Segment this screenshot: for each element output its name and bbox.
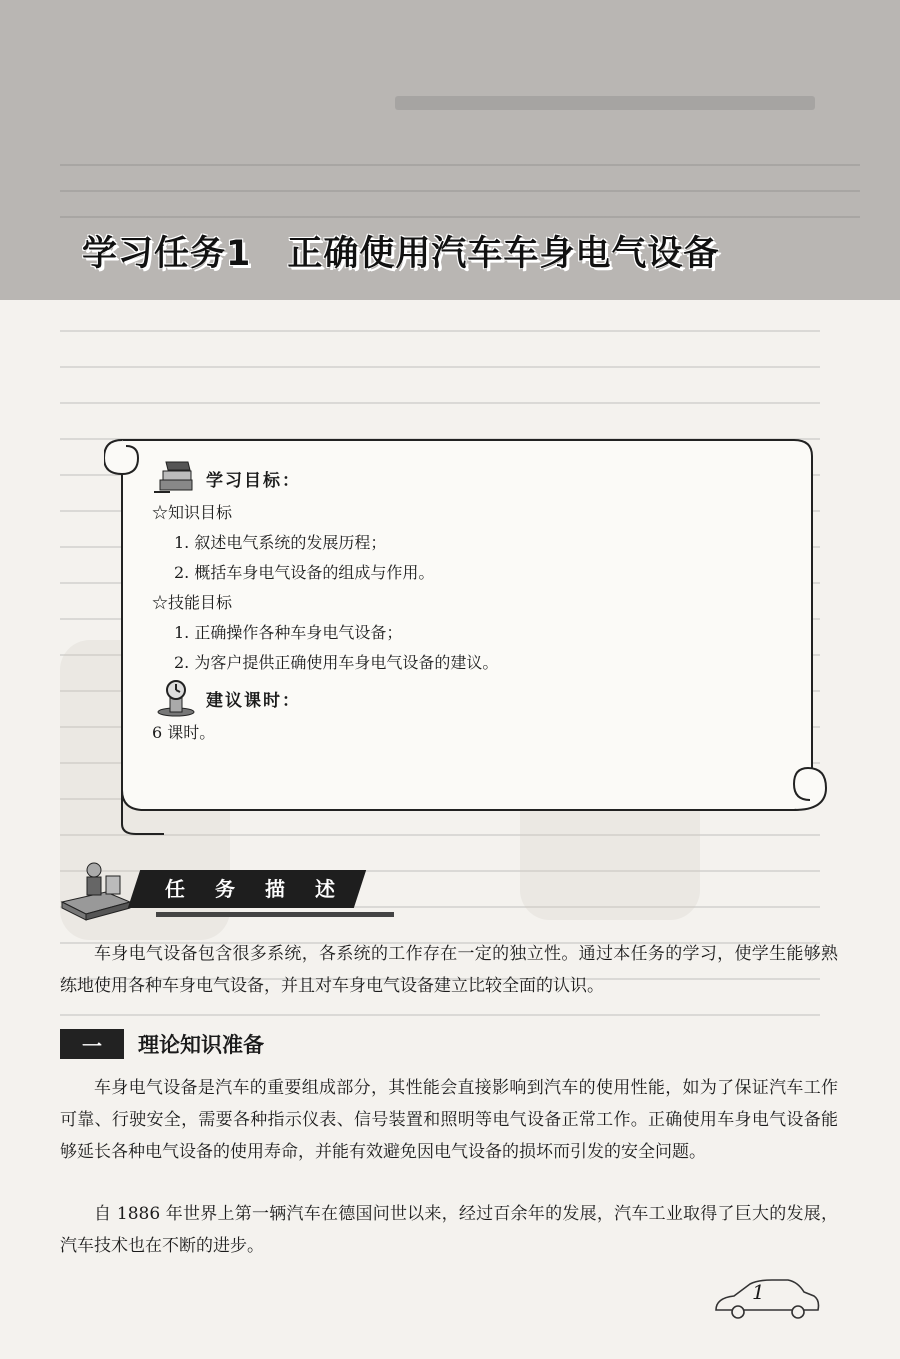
- section-number: 一: [60, 1029, 124, 1059]
- background-text-texture: [60, 140, 860, 230]
- knowledge-item: 1. 叙述电气系统的发展历程；: [174, 533, 387, 552]
- task-title-char: 描: [265, 877, 285, 901]
- page-number: 1: [752, 1280, 765, 1304]
- books-icon: [152, 458, 198, 498]
- hours-value: 6 课时。: [152, 723, 216, 742]
- task-title-char: 任: [165, 877, 185, 901]
- running-header: [395, 96, 815, 110]
- skill-item: 1. 正确操作各种车身电气设备；: [174, 623, 403, 642]
- page-title: 学习任务1 正确使用汽车车身电气设备: [82, 234, 720, 274]
- knowledge-item: 2. 概括车身电气设备的组成与作用。: [174, 563, 435, 582]
- knowledge-objectives-label: ☆知识目标: [152, 503, 233, 522]
- objectives-heading: 学习目标：: [206, 470, 301, 491]
- task-description-text: 车身电气设备包含很多系统，各系统的工作存在一定的独立性。通过本任务的学习，使学生能够熟练地使用各种车身电气设备，并且对车身电气设备建立比较全面的认识。: [60, 944, 838, 996]
- clock-stand-icon: [152, 678, 198, 718]
- task-title-char: 务: [215, 877, 235, 901]
- car-outline-icon: [712, 1276, 822, 1322]
- task-description-banner: [58, 856, 358, 928]
- skill-objectives-label: ☆技能目标: [152, 593, 233, 612]
- task-banner-underline: [156, 912, 394, 917]
- section-heading: [60, 1028, 840, 1060]
- body-paragraph: 车身电气设备是汽车的重要组成部分，其性能会直接影响到汽车的使用性能，如为了保证汽车工作可靠、行驶安全，需要各种指示仪表、信号装置和照明等电气设备正常工作。正确使用车身电气设备能够延长各种电气设备的使用寿命，并能有效避免因电气设备的损坏而引发的安全问题。: [60, 1078, 838, 1162]
- task-banner-title: [150, 872, 350, 906]
- body-paragraph: 自 1886 年世界上第一辆汽车在德国问世以来，经过百余年的发展，汽车工业取得了巨大的发展，汽车技术也在不断的进步。: [60, 1204, 838, 1256]
- task-title-char: 述: [315, 877, 335, 901]
- objectives-scroll: [104, 428, 828, 840]
- figure-at-desk-icon: [58, 856, 138, 928]
- hours-heading: 建议课时：: [206, 690, 301, 711]
- skill-item: 2. 为客户提供正确使用车身电气设备的建议。: [174, 653, 499, 672]
- section-title: 理论知识准备: [138, 1033, 264, 1057]
